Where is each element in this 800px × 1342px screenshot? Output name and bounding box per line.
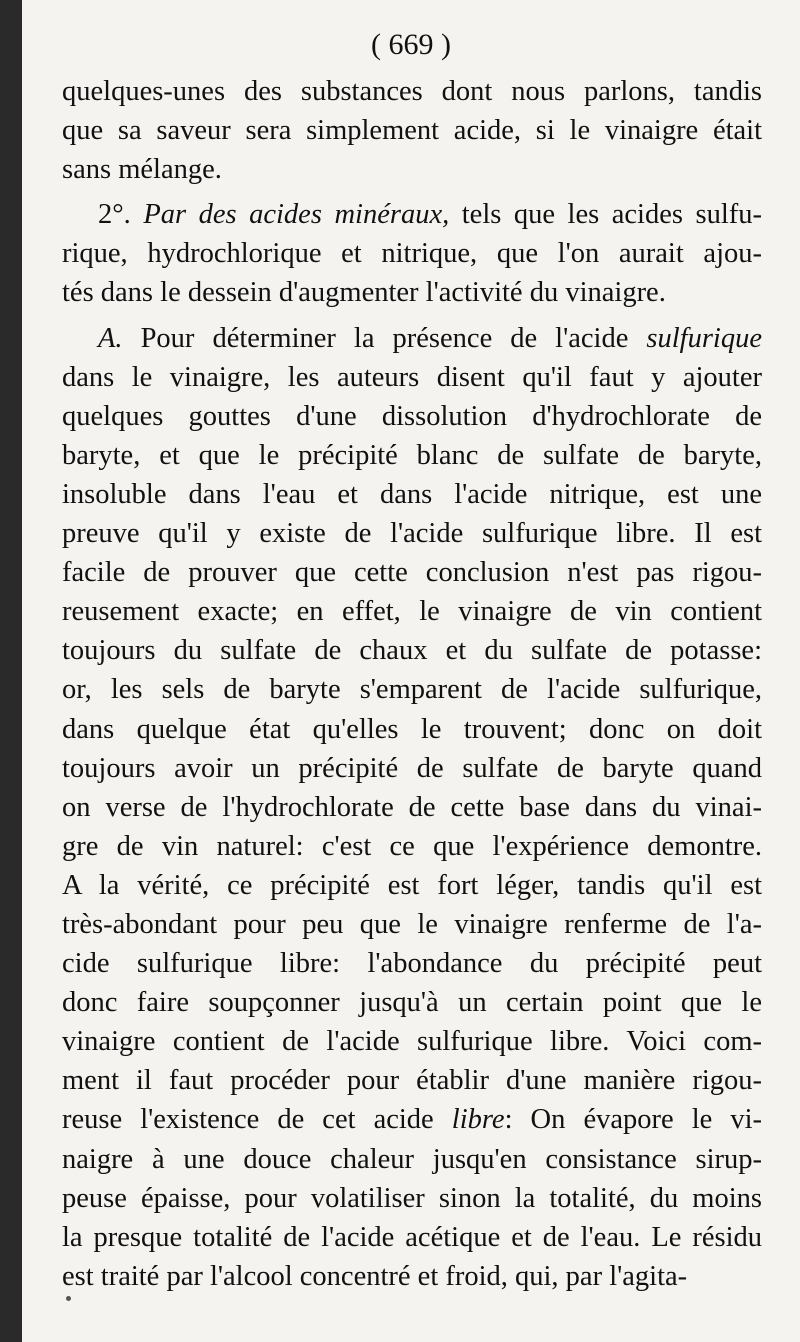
text-line: vinaigre contient de l'acide sulfurique libre. Voici com-: [62, 1026, 762, 1058]
text-line: preuve qu'il y existe de l'acide sulfurique libre. Il est: [62, 518, 762, 550]
book-page: [22, 0, 800, 1342]
text-line: toujours du sulfate de chaux et du sulfate de potasse:: [62, 635, 762, 667]
text-line: or, les sels de baryte s'emparent de l'acide sulfurique,: [62, 674, 762, 706]
text-line: donc faire soupçonner jusqu'à un certain point que le: [62, 987, 762, 1019]
text-line: cide sulfurique libre: l'abondance du précipité peut: [62, 948, 762, 980]
page-number: ( 669 ): [371, 28, 451, 61]
text-line: reuse l'existence de cet acide libre: On évapore le vi-: [62, 1104, 762, 1136]
text-line: que sa saveur sera simplement acide, si le vinaigre était: [62, 115, 762, 147]
text-line: est traité par l'alcool concentré et froid, qui, par l'agita-: [62, 1260, 688, 1292]
text-line: dans quelque état qu'elles le trouvent; donc on doit: [62, 713, 762, 745]
text-line: la presque totalité de l'acide acétique et de l'eau. Le résidu: [62, 1221, 762, 1253]
text-line: facile de prouver que cette conclusion n'est pas rigou-: [62, 557, 762, 589]
text-line: reusement exacte; en effet, le vinaigre de vin contient: [62, 596, 762, 628]
text-line: rique, hydrochlorique et nitrique, que l'on aurait ajou-: [62, 238, 762, 270]
text-line: sans mélange.: [62, 154, 222, 186]
text-line: quelques-unes des substances dont nous parlons, tandis: [62, 76, 762, 107]
text-line: naigre à une douce chaleur jusqu'en consistance sirup-: [62, 1143, 762, 1175]
text-line: tés dans le dessein d'augmenter l'activité du vinaigre.: [62, 277, 666, 309]
text-line: A. Pour déterminer la présence de l'acide sulfurique: [98, 322, 762, 354]
ink-speck: [66, 1296, 71, 1301]
text-line: baryte, et que le précipité blanc de sulfate de baryte,: [62, 439, 762, 471]
text-line: toujours avoir un précipité de sulfate de baryte quand: [62, 752, 762, 784]
text-line: peuse épaisse, pour volatiliser sinon la totalité, du moins: [62, 1182, 762, 1214]
text-line: ment il faut procéder pour établir d'une manière rigou-: [62, 1065, 762, 1097]
text-line: dans le vinaigre, les auteurs disent qu'il faut y ajouter: [62, 361, 762, 393]
text-line: très-abondant pour peu que le vinaigre renferme de l'a-: [62, 908, 762, 940]
text-line: insoluble dans l'eau et dans l'acide nitrique, est une: [62, 478, 762, 510]
body-text: [62, 72, 762, 1296]
text-line: gre de vin naturel: c'est ce que l'expérience demontre.: [62, 830, 762, 862]
text-line: A la vérité, ce précipité est fort léger, tandis qu'il est: [62, 869, 762, 901]
text-line: on verse de l'hydrochlorate de cette base dans du vinai-: [62, 791, 762, 823]
text-line: 2°. Par des acides minéraux, tels que les acides sulfu-: [98, 199, 762, 231]
text-line: quelques gouttes d'une dissolution d'hydrochlorate de: [62, 400, 762, 432]
